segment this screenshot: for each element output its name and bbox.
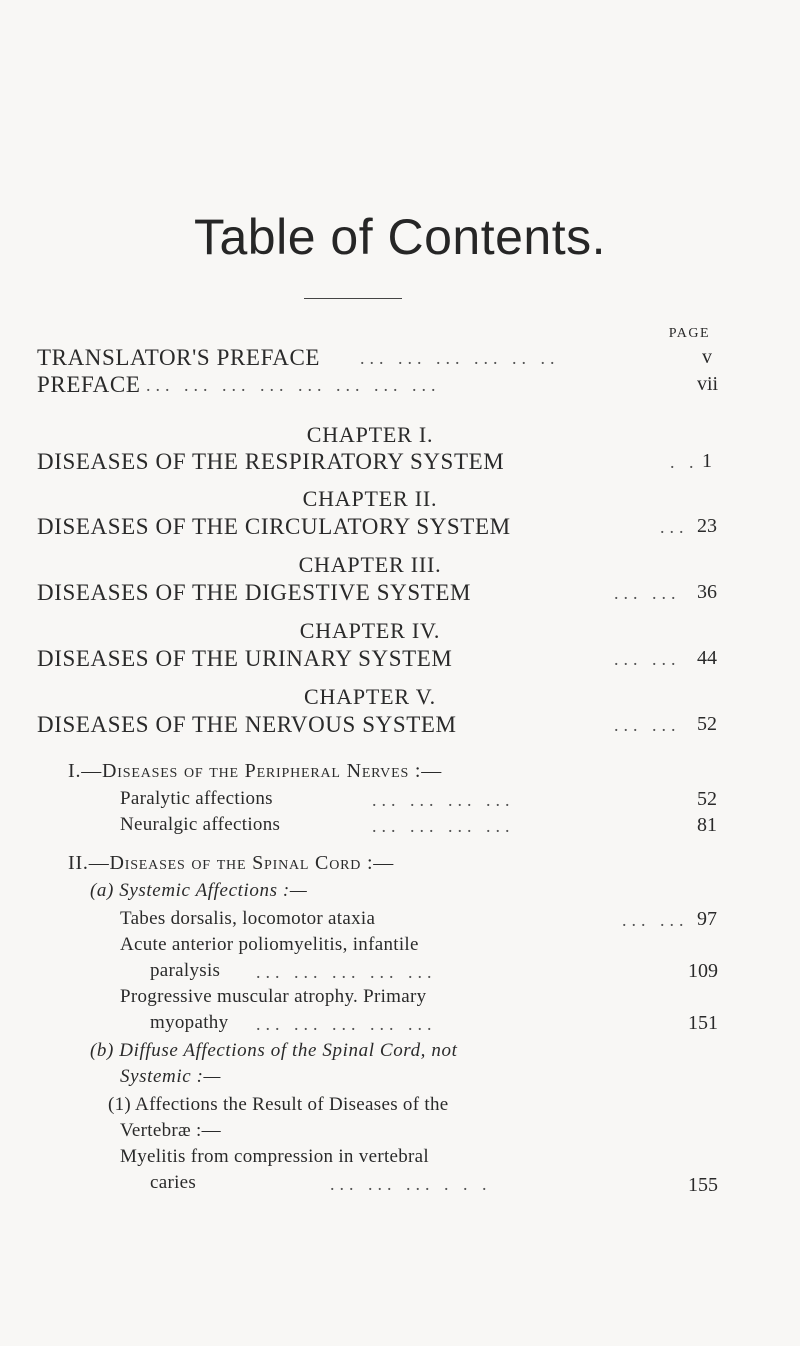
chapter-title: DISEASES OF THE NERVOUS SYSTEM: [37, 712, 457, 737]
toc-leader-dots: ... ...: [614, 649, 681, 669]
toc-subentry-label: Acute anterior poliomyelitis, infantile: [120, 934, 419, 955]
toc-leader-dots: ... ... ... ... ...: [256, 1014, 437, 1034]
toc-leader-dots: ...: [660, 517, 689, 537]
toc-leader-dots: ... ...: [614, 715, 681, 735]
chapter-title: DISEASES OF THE RESPIRATORY SYSTEM: [37, 449, 505, 474]
toc-subentry-label: Progressive muscular atrophy. Primary: [120, 986, 427, 1007]
toc-leader-dots: ... ... ... ... ... ... ... ...: [146, 375, 441, 395]
subsection-heading: (a) Systemic Affections :—: [90, 880, 308, 901]
title-rule: [304, 298, 402, 299]
section-heading: I.—Diseases of the Peripheral Nerves :—: [68, 760, 442, 782]
toc-leader-dots: ... ... ... ...: [372, 816, 515, 836]
subsubsection-heading: (1) Affections the Result of Diseases of the: [108, 1094, 449, 1115]
chapter-page: 1: [702, 450, 712, 472]
toc-subentry-label: Neuralgic affections: [120, 814, 281, 835]
toc-entry-label: TRANSLATOR'S PREFACE: [37, 345, 321, 370]
toc-subentry-page: 97: [697, 908, 717, 930]
chapter-heading: CHAPTER I.: [306, 422, 434, 447]
toc-subentry-label-continued: myopathy: [150, 1012, 229, 1033]
toc-subentry-label: Paralytic affections: [120, 788, 273, 809]
toc-leader-dots: ... ... ... ... ...: [256, 962, 437, 982]
chapter-title: DISEASES OF THE URINARY SYSTEM: [37, 646, 453, 671]
toc-subentry-label: Myelitis from compression in vertebral: [120, 1146, 429, 1167]
toc-entry-label: PREFACE: [37, 372, 141, 397]
toc-leader-dots: . .: [670, 452, 699, 472]
page-title: Table of Contents.: [193, 209, 607, 265]
toc-leader-dots: ... ... ... . . .: [330, 1174, 492, 1194]
chapter-heading: CHAPTER IV.: [299, 618, 441, 643]
toc-entry-page: v: [702, 346, 712, 368]
chapter-page: 23: [697, 515, 717, 537]
page-column-header: PAGE: [668, 326, 710, 341]
chapter-page: 36: [697, 581, 717, 603]
toc-subentry-page: 81: [697, 814, 717, 836]
section-heading: II.—Diseases of the Spinal Cord :—: [68, 852, 395, 874]
toc-leader-dots: ... ... ... ...: [372, 790, 515, 810]
toc-subentry-label: Tabes dorsalis, locomotor ataxia: [120, 908, 376, 929]
chapter-heading: CHAPTER III.: [298, 552, 442, 577]
chapter-title: DISEASES OF THE CIRCULATORY SYSTEM: [37, 514, 511, 539]
toc-entry-page: vii: [697, 373, 719, 395]
chapter-page: 52: [697, 713, 717, 735]
toc-leader-dots: ... ...: [622, 910, 689, 930]
toc-subentry-label-continued: caries: [150, 1172, 197, 1193]
subsubsection-heading-continued: Vertebræ :—: [120, 1120, 221, 1141]
chapter-heading: CHAPTER V.: [304, 684, 436, 709]
subsection-heading-continued: Systemic :—: [120, 1066, 222, 1087]
toc-subentry-label-continued: paralysis: [150, 960, 221, 981]
toc-subentry-page: 155: [688, 1174, 718, 1196]
subsection-heading: (b) Diffuse Affections of the Spinal Cord, not: [90, 1040, 458, 1061]
toc-leader-dots: ... ...: [614, 583, 681, 603]
toc-leader-dots: ... ... ... ... .. ..: [360, 348, 560, 368]
chapter-page: 44: [697, 647, 717, 669]
toc-subentry-page: 52: [697, 788, 717, 810]
chapter-title: DISEASES OF THE DIGESTIVE SYSTEM: [37, 580, 472, 605]
toc-subentry-page: 109: [688, 960, 718, 982]
toc-subentry-page: 151: [688, 1012, 718, 1034]
chapter-heading: CHAPTER II.: [302, 486, 438, 511]
